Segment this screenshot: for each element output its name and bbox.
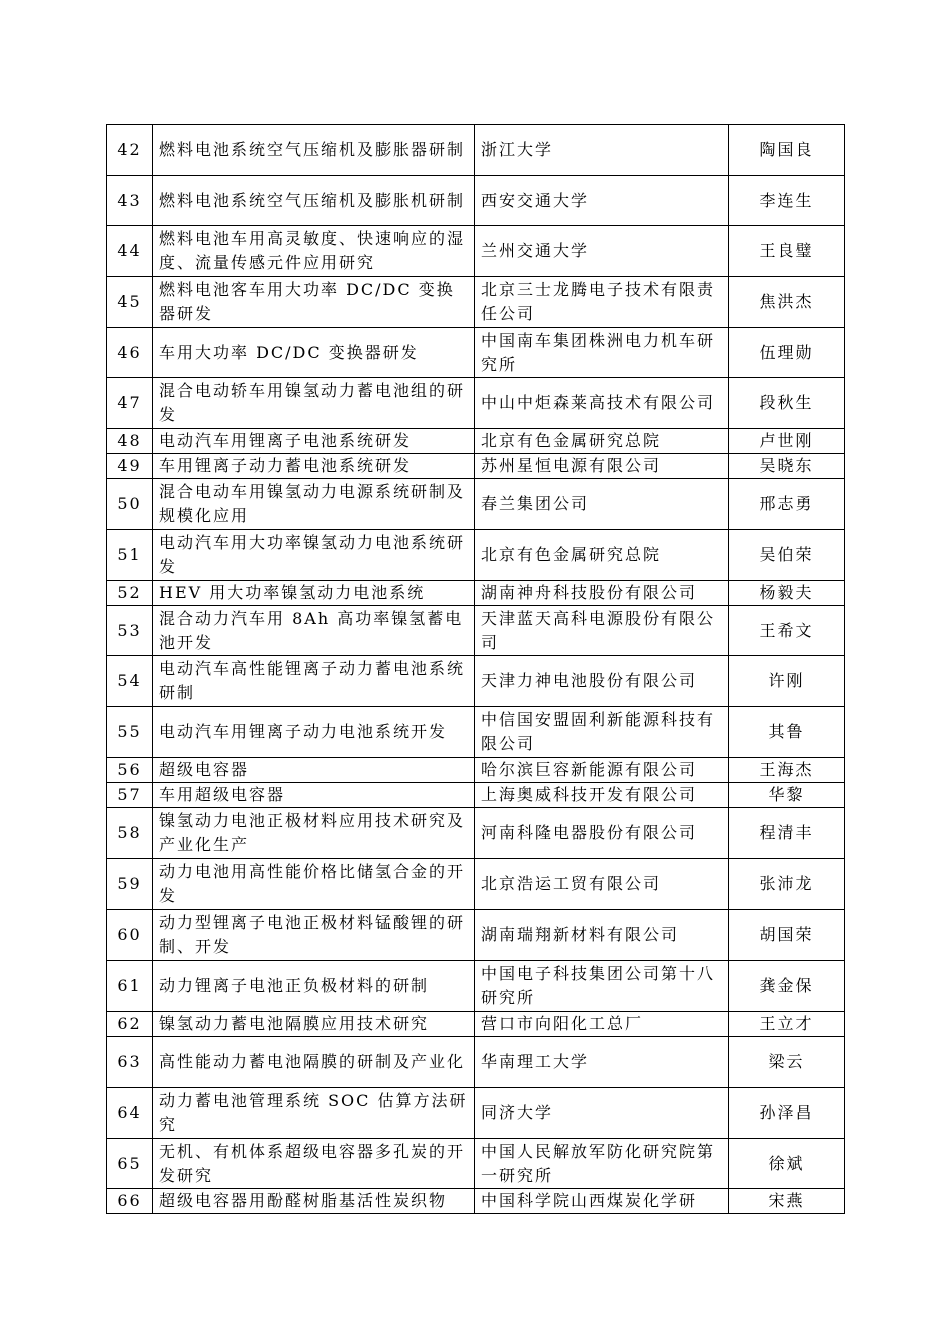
- project-name: 超级电容器用酚醛树脂基活性炭织物: [153, 1189, 475, 1214]
- responsible-person: 王立才: [729, 1012, 845, 1037]
- row-number: 64: [107, 1088, 153, 1139]
- project-name: 车用超级电容器: [153, 783, 475, 808]
- organization-name: 西安交通大学: [475, 176, 729, 226]
- responsible-person: 杨毅夫: [729, 581, 845, 606]
- organization-name: 河南科隆电器股份有限公司: [475, 808, 729, 859]
- project-name: 电动汽车用大功率镍氢动力电池系统研发: [153, 530, 475, 581]
- responsible-person: 吴伯荣: [729, 530, 845, 581]
- project-name: 混合电动车用镍氢动力电源系统研制及规模化应用: [153, 479, 475, 530]
- table-row: [107, 277, 845, 328]
- project-name: 动力型锂离子电池正极材料锰酸锂的研制、开发: [153, 910, 475, 961]
- table-row: [107, 859, 845, 910]
- row-number: 63: [107, 1037, 153, 1088]
- responsible-person: 邢志勇: [729, 479, 845, 530]
- responsible-person: 许刚: [729, 656, 845, 707]
- responsible-person: 段秋生: [729, 378, 845, 429]
- organization-name: 兰州交通大学: [475, 226, 729, 277]
- responsible-person: 吴晓东: [729, 454, 845, 479]
- row-number: 42: [107, 125, 153, 176]
- project-name: 车用锂离子动力蓄电池系统研发: [153, 454, 475, 479]
- organization-name: 中信国安盟固利新能源科技有限公司: [475, 707, 729, 758]
- project-table: [106, 124, 845, 1214]
- table-row: [107, 530, 845, 581]
- responsible-person: 伍理勋: [729, 328, 845, 378]
- row-number: 58: [107, 808, 153, 859]
- responsible-person: 陶国良: [729, 125, 845, 176]
- project-name: 混合动力汽车用 8Ah 高功率镍氢蓄电池开发: [153, 606, 475, 656]
- organization-name: 哈尔滨巨容新能源有限公司: [475, 758, 729, 783]
- organization-name: 营口市向阳化工总厂: [475, 1012, 729, 1037]
- row-number: 56: [107, 758, 153, 783]
- row-number: 49: [107, 454, 153, 479]
- responsible-person: 王海杰: [729, 758, 845, 783]
- organization-name: 中山中炬森莱高技术有限公司: [475, 378, 729, 429]
- organization-name: 浙江大学: [475, 125, 729, 176]
- row-number: 62: [107, 1012, 153, 1037]
- responsible-person: 王良璧: [729, 226, 845, 277]
- project-name: 高性能动力蓄电池隔膜的研制及产业化: [153, 1037, 475, 1088]
- table-row: [107, 808, 845, 859]
- table-row: [107, 707, 845, 758]
- row-number: 53: [107, 606, 153, 656]
- organization-name: 北京浩运工贸有限公司: [475, 859, 729, 910]
- organization-name: 天津蓝天高科电源股份有限公司: [475, 606, 729, 656]
- table-row: [107, 961, 845, 1012]
- row-number: 61: [107, 961, 153, 1012]
- table-row: [107, 1012, 845, 1037]
- project-name: 车用大功率 DC/DC 变换器研发: [153, 328, 475, 378]
- responsible-person: 华黎: [729, 783, 845, 808]
- organization-name: 中国科学院山西煤炭化学研: [475, 1189, 729, 1214]
- responsible-person: 张沛龙: [729, 859, 845, 910]
- row-number: 57: [107, 783, 153, 808]
- row-number: 60: [107, 910, 153, 961]
- row-number: 43: [107, 176, 153, 226]
- row-number: 52: [107, 581, 153, 606]
- responsible-person: 孙泽昌: [729, 1088, 845, 1139]
- table-row: [107, 176, 845, 226]
- row-number: 51: [107, 530, 153, 581]
- table-row: [107, 758, 845, 783]
- row-number: 50: [107, 479, 153, 530]
- organization-name: 北京有色金属研究总院: [475, 530, 729, 581]
- responsible-person: 程清丰: [729, 808, 845, 859]
- organization-name: 上海奥威科技开发有限公司: [475, 783, 729, 808]
- responsible-person: 徐斌: [729, 1139, 845, 1189]
- organization-name: 同济大学: [475, 1088, 729, 1139]
- table-row: [107, 429, 845, 454]
- organization-name: 中国电子科技集团公司第十八研究所: [475, 961, 729, 1012]
- table-row: [107, 378, 845, 429]
- organization-name: 苏州星恒电源有限公司: [475, 454, 729, 479]
- project-name: 无机、有机体系超级电容器多孔炭的开发研究: [153, 1139, 475, 1189]
- organization-name: 华南理工大学: [475, 1037, 729, 1088]
- project-name: 动力锂离子电池正负极材料的研制: [153, 961, 475, 1012]
- table-row: [107, 328, 845, 378]
- row-number: 46: [107, 328, 153, 378]
- project-name: 镍氢动力蓄电池隔膜应用技术研究: [153, 1012, 475, 1037]
- organization-name: 春兰集团公司: [475, 479, 729, 530]
- responsible-person: 龚金保: [729, 961, 845, 1012]
- table-row: [107, 479, 845, 530]
- project-name: 电动汽车高性能锂离子动力蓄电池系统研制: [153, 656, 475, 707]
- row-number: 66: [107, 1189, 153, 1214]
- row-number: 54: [107, 656, 153, 707]
- project-name: 镍氢动力电池正极材料应用技术研究及产业化生产: [153, 808, 475, 859]
- project-name: 动力电池用高性能价格比储氢合金的开发: [153, 859, 475, 910]
- project-name: 超级电容器: [153, 758, 475, 783]
- project-name: 燃料电池车用高灵敏度、快速响应的湿度、流量传感元件应用研究: [153, 226, 475, 277]
- organization-name: 中国人民解放军防化研究院第一研究所: [475, 1139, 729, 1189]
- project-name: 燃料电池系统空气压缩机及膨胀机研制: [153, 176, 475, 226]
- organization-name: 天津力神电池股份有限公司: [475, 656, 729, 707]
- responsible-person: 卢世刚: [729, 429, 845, 454]
- table-row: [107, 226, 845, 277]
- organization-name: 北京有色金属研究总院: [475, 429, 729, 454]
- table-row: [107, 783, 845, 808]
- table-row: [107, 1139, 845, 1189]
- responsible-person: 焦洪杰: [729, 277, 845, 328]
- project-name: 电动汽车用锂离子电池系统研发: [153, 429, 475, 454]
- table-row: [107, 125, 845, 176]
- responsible-person: 梁云: [729, 1037, 845, 1088]
- project-name: 混合电动轿车用镍氢动力蓄电池组的研发: [153, 378, 475, 429]
- row-number: 47: [107, 378, 153, 429]
- table-row: [107, 1189, 845, 1214]
- table-row: [107, 910, 845, 961]
- project-name: 动力蓄电池管理系统 SOC 估算方法研究: [153, 1088, 475, 1139]
- table-row: [107, 656, 845, 707]
- organization-name: 北京三士龙腾电子技术有限责任公司: [475, 277, 729, 328]
- responsible-person: 宋燕: [729, 1189, 845, 1214]
- row-number: 48: [107, 429, 153, 454]
- responsible-person: 李连生: [729, 176, 845, 226]
- project-name: 燃料电池客车用大功率 DC/DC 变换器研发: [153, 277, 475, 328]
- table-row: [107, 581, 845, 606]
- table-row: [107, 1088, 845, 1139]
- row-number: 59: [107, 859, 153, 910]
- table-row: [107, 454, 845, 479]
- row-number: 65: [107, 1139, 153, 1189]
- responsible-person: 王希文: [729, 606, 845, 656]
- responsible-person: 其鲁: [729, 707, 845, 758]
- row-number: 45: [107, 277, 153, 328]
- organization-name: 湖南神舟科技股份有限公司: [475, 581, 729, 606]
- organization-name: 湖南瑞翔新材料有限公司: [475, 910, 729, 961]
- responsible-person: 胡国荣: [729, 910, 845, 961]
- table-row: [107, 606, 845, 656]
- project-name: 燃料电池系统空气压缩机及膨胀器研制: [153, 125, 475, 176]
- table-row: [107, 1037, 845, 1088]
- project-name: 电动汽车用锂离子动力电池系统开发: [153, 707, 475, 758]
- row-number: 55: [107, 707, 153, 758]
- table-body: [107, 125, 845, 1214]
- organization-name: 中国南车集团株洲电力机车研究所: [475, 328, 729, 378]
- row-number: 44: [107, 226, 153, 277]
- project-name: HEV 用大功率镍氢动力电池系统: [153, 581, 475, 606]
